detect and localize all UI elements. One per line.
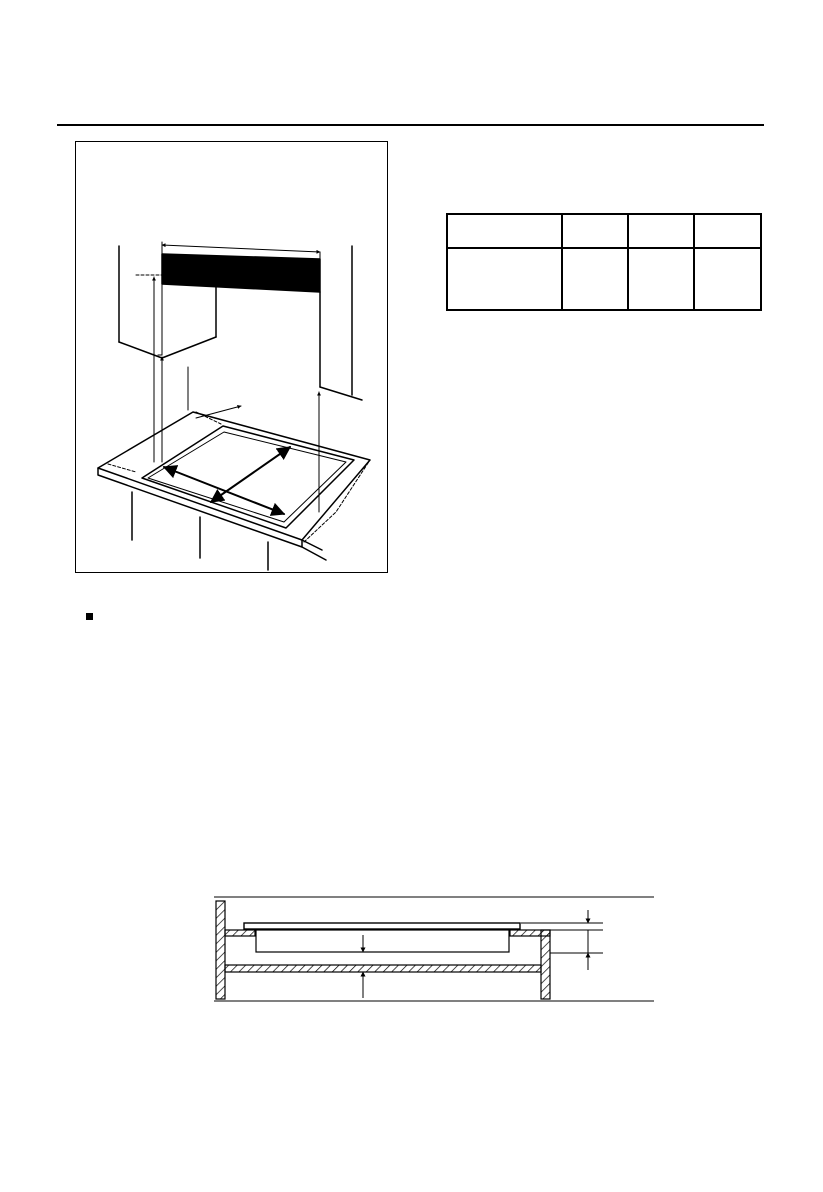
table-header-cell (562, 214, 628, 248)
section-figure (210, 890, 660, 1015)
table-header-row (447, 214, 761, 248)
table-cell (694, 248, 761, 310)
installation-figure (75, 141, 388, 573)
table-header-cell (628, 214, 694, 248)
table-cell (562, 248, 628, 310)
header-rule (57, 124, 764, 126)
table-header-cell (447, 214, 562, 248)
table-row (447, 248, 761, 310)
square-bullet-icon (86, 613, 93, 620)
table-header-cell (694, 214, 761, 248)
dimension-table (446, 213, 762, 311)
cutout-dimension-diagram-icon (76, 142, 389, 574)
table-cell (447, 248, 562, 310)
table-cell (628, 248, 694, 310)
hob-cross-section-diagram-icon (210, 890, 660, 1010)
